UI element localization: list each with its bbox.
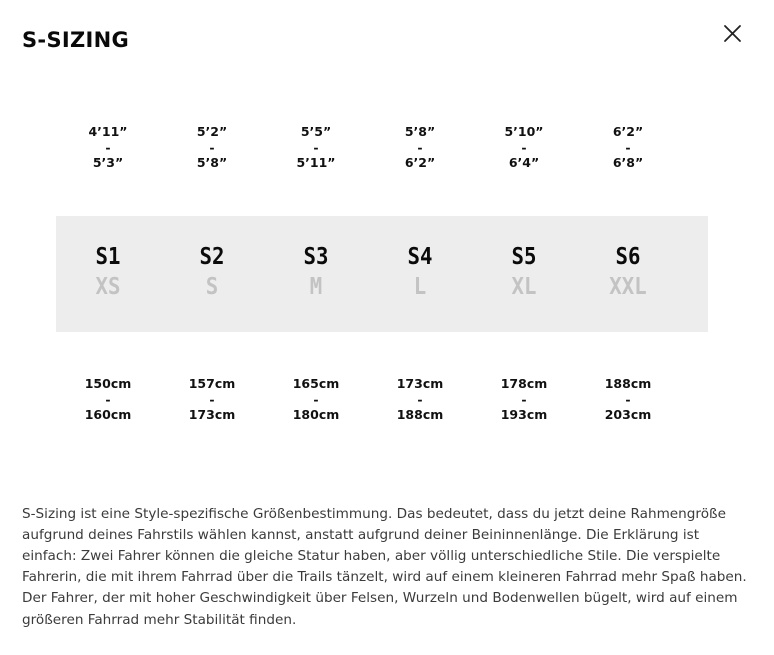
height-to: 5’8” [196,155,228,170]
size-label-row [56,242,708,302]
cm-to: 188cm [396,407,444,422]
classic-size-label: M [309,274,323,300]
s-size-label: S3 [303,244,329,270]
classic-size-label: XS [95,274,121,300]
s-size-label: S1 [95,244,121,270]
cm-from: 157cm [188,376,236,391]
cm-range-s4 [368,376,472,423]
size-s6 [576,242,680,302]
cm-range-s5 [472,376,576,423]
range-dash: - [625,391,631,407]
cm-range-s2 [160,376,264,423]
height-range-s4 [368,124,472,171]
classic-size-label: XL [511,274,537,300]
height-from: 5’8” [404,124,436,139]
cm-range-s3 [264,376,368,423]
cm-from: 150cm [84,376,132,391]
close-icon [720,22,744,46]
close-button[interactable] [720,22,744,46]
classic-size-label: XXL [609,274,647,300]
size-s1 [56,242,160,302]
height-from: 5’10” [504,124,544,139]
cm-range-row [56,376,708,423]
cm-from: 188cm [604,376,652,391]
range-dash: - [625,139,631,155]
cm-from: 173cm [396,376,444,391]
cm-range-s6 [576,376,680,423]
cm-from: 178cm [500,376,548,391]
s-size-label: S4 [407,244,433,270]
cm-to: 193cm [500,407,548,422]
cm-to: 173cm [188,407,236,422]
s-size-label: S5 [511,244,537,270]
height-range-s5 [472,124,576,171]
height-range-s2 [160,124,264,171]
size-s5 [472,242,576,302]
range-dash: - [209,139,215,155]
height-to: 6’4” [508,155,540,170]
range-dash: - [313,139,319,155]
size-s2 [160,242,264,302]
cm-from: 165cm [292,376,340,391]
range-dash: - [105,391,111,407]
range-dash: - [521,391,527,407]
cm-range-s1 [56,376,160,423]
size-band [56,216,708,332]
height-from: 6’2” [612,124,644,139]
cm-to: 203cm [604,407,652,422]
height-from: 4’11” [88,124,128,139]
height-range-s3 [264,124,368,171]
height-from: 5’5” [300,124,332,139]
height-to: 6’2” [404,155,436,170]
s-size-label: S2 [199,244,225,270]
height-from: 5’2” [196,124,228,139]
height-range-s6 [576,124,680,171]
range-dash: - [417,391,423,407]
cm-to: 180cm [292,407,340,422]
description-text: S-Sizing ist eine Style-spezifische Größenbestimmung. Das bedeutet, dass du jetzt deine Rahmengröße aufgrund deines Fahrstils wählen kannst, anstatt aufgrund deiner Beininnenlänge. Die Erklärung ist einfach: Zwei Fahrer können die gleiche Statur haben, aber völlig unterschiedliche Stile. Die verspielte Fahrerin, die mit ihrem Fahrrad über die Trails tänzelt, wird auf einem kleineren Fahrrad mehr Spaß haben. Der Fahrer, der mit hoher Geschwindigkeit über Felsen, Wurzeln und Bodenwellen bügelt, wird auf einem größeren Fahrrad mehr Stabilität finden. [22,505,747,628]
modal-title: S-SIZING [22,28,130,52]
height-range-s1 [56,124,160,171]
classic-size-label: L [413,274,427,300]
height-to: 6’8” [612,155,644,170]
range-dash: - [209,391,215,407]
range-dash: - [417,139,423,155]
range-dash: - [521,139,527,155]
height-range-row [56,124,708,171]
s-size-label: S6 [615,244,641,270]
size-s3 [264,242,368,302]
height-to: 5’3” [92,155,124,170]
range-dash: - [313,391,319,407]
range-dash: - [105,139,111,155]
size-s4 [368,242,472,302]
height-to: 5’11” [296,155,336,170]
classic-size-label: S [205,274,219,300]
cm-to: 160cm [84,407,132,422]
